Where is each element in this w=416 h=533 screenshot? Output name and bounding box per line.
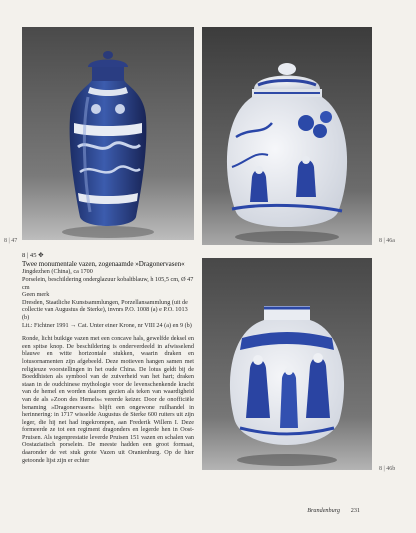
page-number: 231 bbox=[350, 507, 360, 514]
entry-origin: Jingdezhen (China), ca 1700 bbox=[22, 268, 93, 276]
entry-collection: Dresden, Staatliche Kunstsammlungen, Porzellansammlung (uit de collectie van Augustus de Sterke), invnrs P.O. 1008 (a) e P.O. 1013 (b) bbox=[22, 298, 188, 321]
entry-material: Porselein, beschildering onderglazuur kobaltblauw, h 105,5 cm, Ø 47 cm bbox=[22, 276, 194, 291]
catalog-entry bbox=[22, 252, 194, 464]
entry-literature: Lit.: Fichtner 1991 → Cat. Unter einer Krone, nr VIII 24 (a) en 9 (b) bbox=[22, 321, 192, 329]
figure-ovoid-jar-photo bbox=[202, 258, 372, 470]
entry-description: Ronde, licht buikige vazen met een concave hals, gewelfde deksel en een spitse knop. De beschildering is onderverdeeld in afwisselend blauwe en witte horizontale stukken, waarin draken en lotusornamenten zijn afgebeeld. Deze motieven hangen samen met religieuze voorstellingen in het oude China. De lotus geldt bij de Boeddhisten als symbool van de zuiverheid van het hart; draken staan in de oudchinese mythologie voor de levenschenkende kracht van de hemel en worden daarom gezien als teken van waardigheid van de als »Zoon des Hemels« vererde keizer. Door de onofficiële benaming »Dragonervasen« blijft een ongewone ruilhandel in herinnering: in 1717 wisselde Augustus de Sterke 600 ruiters uit zijn leger, die hij net had ingekrompen, aan Frederik Willem I. Deze formeerde ze tot een regiment dragonders en legerde hen in Oost-Pruisen. Als tegenprestatie leverde Pruisen 151 vazen en schalen van Oostaziatisch porselein. De meeste hadden een groot formaat, daaronder de vet stuk grote Vazen uit Oranienburg. Op de hier getoonde lijst zijn er echter bbox=[22, 335, 194, 464]
figure-dragon-vase-photo bbox=[22, 27, 194, 240]
entry-number-line bbox=[22, 252, 194, 260]
entry-mark: Geen merk bbox=[22, 291, 50, 299]
figure-tag-8-46b: 8 | 46b bbox=[379, 466, 396, 472]
entry-marker-icon: ✥ bbox=[38, 252, 44, 259]
figure-tag-8-47: 8 | 47 bbox=[4, 238, 18, 244]
entry-title: Twee monumentale vazen, zogenaamde »Dragonervasen« bbox=[22, 260, 185, 268]
figure-tag-8-46a: 8 | 46a bbox=[379, 238, 395, 244]
figure-lidded-jar-photo bbox=[202, 27, 372, 245]
running-head: Brandenburg bbox=[307, 507, 340, 514]
entry-number: 8 | 45 bbox=[22, 252, 37, 259]
